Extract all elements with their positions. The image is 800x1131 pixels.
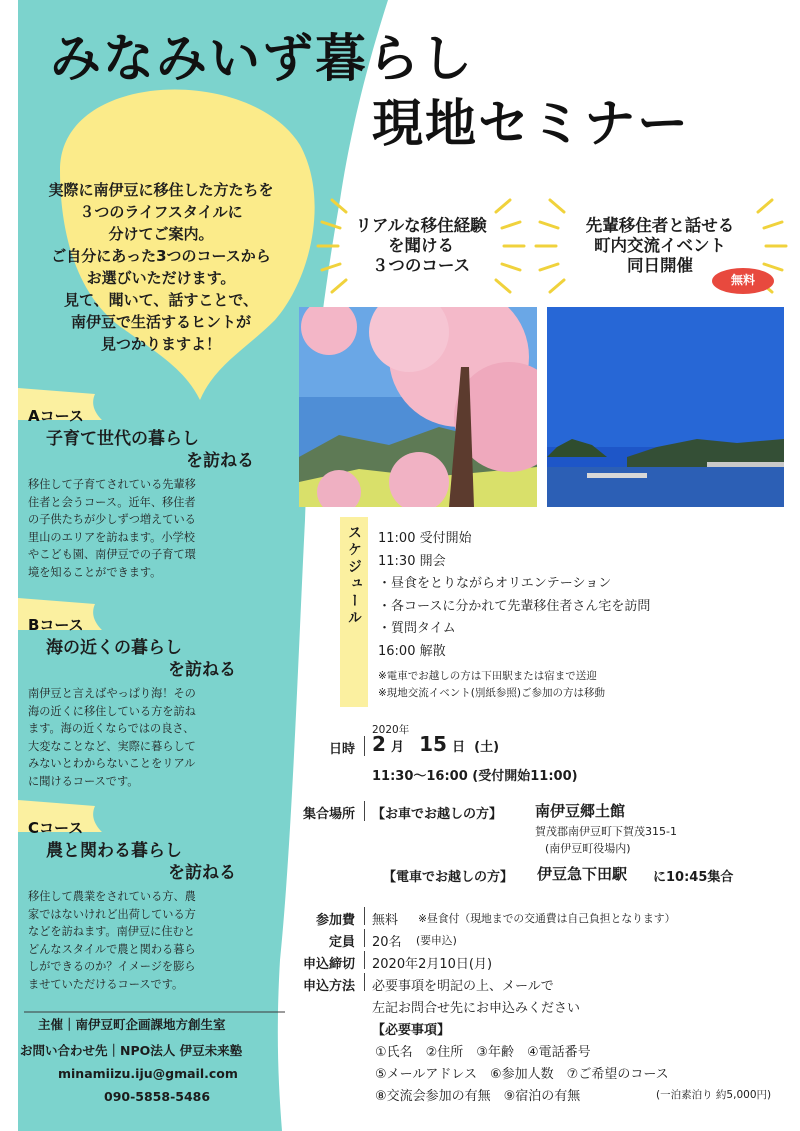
intro-line: 分けてご案内。	[108, 225, 214, 243]
fee-divider	[364, 907, 365, 925]
method-divider	[364, 973, 365, 991]
deadline-value: 2020年2月10日(月)	[372, 957, 493, 972]
course-a-desc-line: 移住して子育てされている先輩移	[28, 478, 196, 491]
course-b-desc-line: 海の近くに移住している方を訪ね	[28, 704, 196, 718]
organizer: 主催｜南伊豆町企画課地方創生室	[38, 1017, 226, 1032]
date-main	[372, 732, 499, 756]
schedule-tab-label: スケジュール	[346, 525, 362, 627]
venue-car-label: 【お車でお越しの方】	[372, 807, 503, 822]
method-required-3: ⑧交流会参加の有無 ⑨宿泊の有無	[375, 1089, 581, 1104]
highlight-right-line: 同日開催	[627, 256, 693, 275]
course-c-desc-line: 移住して農業をされている方、農	[28, 890, 196, 903]
course-b-title-2: を訪ねる	[168, 660, 236, 680]
highlight-right-line: 町内交流イベント	[594, 236, 726, 255]
contact-label: お問い合わせ先｜NPO法人 伊豆未来塾	[20, 1043, 243, 1058]
intro-line: ３つのライフスタイルに	[79, 203, 243, 221]
venue-train-label: 【電車でお越しの方】	[383, 870, 514, 885]
course-a-desc-line: の子供たちが少しずつ増えている	[28, 513, 196, 526]
contact-phone[interactable]: 090-5858-5486	[104, 1089, 211, 1104]
date-month-unit: 月	[391, 740, 405, 755]
date-divider	[364, 736, 365, 756]
course-a-desc-line: 境を知ることができます。	[28, 565, 162, 579]
course-b-desc-line: 大変なことなど、実際に暮らして	[28, 739, 196, 753]
schedule-item: 11:30 開会	[378, 553, 446, 569]
course-b-desc-line: に聞けるコースです。	[28, 774, 139, 788]
schedule-item: ・各コースに分かれて先輩移住者さん宅を訪問	[378, 598, 651, 614]
venue-train-time: に10:45集合	[653, 870, 734, 885]
page-title-line2: 現地セミナー	[372, 95, 691, 154]
course-b-code: Bコース	[28, 616, 84, 634]
fee-label: 参加費	[315, 913, 355, 928]
venue-divider	[364, 801, 365, 821]
method-required-title: 【必要事項】	[372, 1023, 451, 1038]
fee-value: 無料	[372, 913, 399, 928]
method-required-3-note: (一泊素泊り 約5,000円)	[656, 1089, 772, 1101]
course-c	[28, 817, 298, 993]
date-month-num: 2	[372, 732, 386, 756]
date-label: 日時	[328, 742, 355, 757]
venue-car-address: 賀茂郡南伊豆町下賀茂315-1	[535, 825, 677, 838]
course-a-desc-line: 里山のエリアを訪ねます。小学校	[28, 530, 195, 544]
course-a-title-2: を訪ねる	[186, 451, 254, 471]
contact-block	[20, 1039, 284, 1108]
capacity-divider	[364, 929, 365, 947]
highlight-left	[340, 216, 502, 276]
venue-car-address-note: (南伊豆町役場内)	[545, 842, 631, 855]
intro-line: 実際に南伊豆に移住した方たちを	[48, 181, 274, 199]
course-a-description	[28, 476, 298, 581]
course-c-desc-line: ませていただけるコースです。	[28, 977, 184, 991]
schedule-notes	[378, 668, 605, 702]
method-label: 申込方法	[302, 979, 355, 994]
course-b-desc-line: ます。海の近くならではの良さ、	[28, 722, 195, 735]
date-time: 11:30〜16:00 (受付開始11:00)	[372, 769, 578, 784]
schedule-note: ※現地交流イベント(別紙参照)ご参加の方は移動	[378, 687, 605, 699]
course-c-desc-line: どんなスタイルで農と関わる暮ら	[28, 942, 196, 956]
intro-line: ご自分にあった3つのコースから	[51, 247, 271, 265]
course-a-desc-line: やこども園、南伊豆での子育て環	[28, 548, 196, 561]
capacity-label: 定員	[328, 935, 355, 950]
course-b-desc-line: みないとわからないことをリアル	[28, 757, 196, 770]
course-c-desc-line: などを訪ねます。南伊豆に住むと	[28, 925, 195, 938]
schedule-item: 16:00 解散	[378, 643, 446, 659]
course-c-description	[28, 888, 298, 993]
course-a-code: Aコース	[28, 407, 84, 425]
venue-label: 集合場所	[302, 807, 355, 822]
course-c-desc-line: 家ではないけれど出荷している方	[28, 907, 196, 921]
intro-line: 南伊豆で生活するヒントが	[70, 313, 251, 331]
highlight-left-line: リアルな移住経験	[355, 216, 487, 235]
harbor-image	[547, 307, 784, 507]
schedule-tab	[340, 517, 368, 707]
date-day-unit: 日	[452, 740, 466, 755]
free-badge: 無料	[712, 268, 774, 294]
date-day-num: 15	[419, 732, 447, 756]
cherry-blossom-image	[299, 307, 537, 507]
method-required-2: ⑤メールアドレス ⑥参加人数 ⑦ご希望のコース	[375, 1067, 669, 1082]
course-b-desc-line: 南伊豆と言えばやっぱり海！その	[28, 687, 196, 700]
capacity-value: 20名	[372, 935, 402, 950]
contact-email[interactable]: minamiizu.iju@gmail.com	[58, 1066, 238, 1081]
venue-train-place: 伊豆急下田駅	[537, 865, 628, 883]
highlight-left-line: を聞ける	[388, 236, 454, 255]
intro-text	[0, 179, 322, 355]
course-c-title-2: を訪ねる	[168, 863, 236, 883]
highlight-left-line: ３つのコース	[371, 256, 471, 275]
date-weekday: (土)	[474, 740, 500, 755]
highlight-right	[560, 216, 760, 276]
course-a	[28, 405, 298, 581]
schedule-list	[378, 528, 650, 663]
deadline-label: 申込締切	[302, 957, 355, 972]
course-c-code: Cコース	[28, 819, 84, 837]
schedule-note: ※電車でお越しの方は下田駅または宿まで送迎	[378, 670, 597, 682]
method-line-1: 必要事項を明記の上、メールで	[372, 979, 554, 994]
course-c-title-1: 農と関わる暮らし	[46, 841, 182, 861]
course-b	[28, 614, 298, 790]
photo-harbor	[547, 307, 784, 507]
method-line-2: 左記お問合せ先にお申込みください	[372, 1001, 581, 1016]
course-a-title-1: 子育て世代の暮らし	[46, 429, 199, 449]
intro-line: 見つかりますよ！	[100, 335, 221, 353]
method-required-1: ①氏名 ②住所 ③年齢 ④電話番号	[375, 1045, 591, 1060]
deadline-divider	[364, 951, 365, 969]
capacity-note: (要申込)	[416, 934, 457, 947]
course-c-desc-line: しができるのか？イメージを膨ら	[28, 960, 196, 973]
schedule-item: 11:00 受付開始	[378, 531, 472, 546]
schedule-item: ・昼食をとりながらオリエンテーション	[378, 576, 612, 591]
schedule-item: ・質問タイム	[378, 621, 456, 636]
page-title-line1: みなみいず暮らし	[50, 30, 475, 89]
course-b-title-1: 海の近くの暮らし	[46, 638, 182, 658]
course-a-desc-line: 住者と会うコース。近年、移住者	[28, 495, 196, 509]
highlight-right-line: 先輩移住者と話せる	[585, 216, 735, 235]
photo-cherry-blossoms	[299, 307, 537, 507]
date-year: 2020年	[372, 724, 410, 736]
intro-line: お選びいただけます。	[86, 269, 236, 287]
venue-car-place: 南伊豆郷土館	[535, 802, 626, 820]
fee-note: ※昼食付（現地までの交通費は自己負担となります）	[418, 912, 676, 925]
intro-line: 見て、聞いて、話すことで、	[63, 291, 259, 309]
course-b-description	[28, 685, 298, 790]
